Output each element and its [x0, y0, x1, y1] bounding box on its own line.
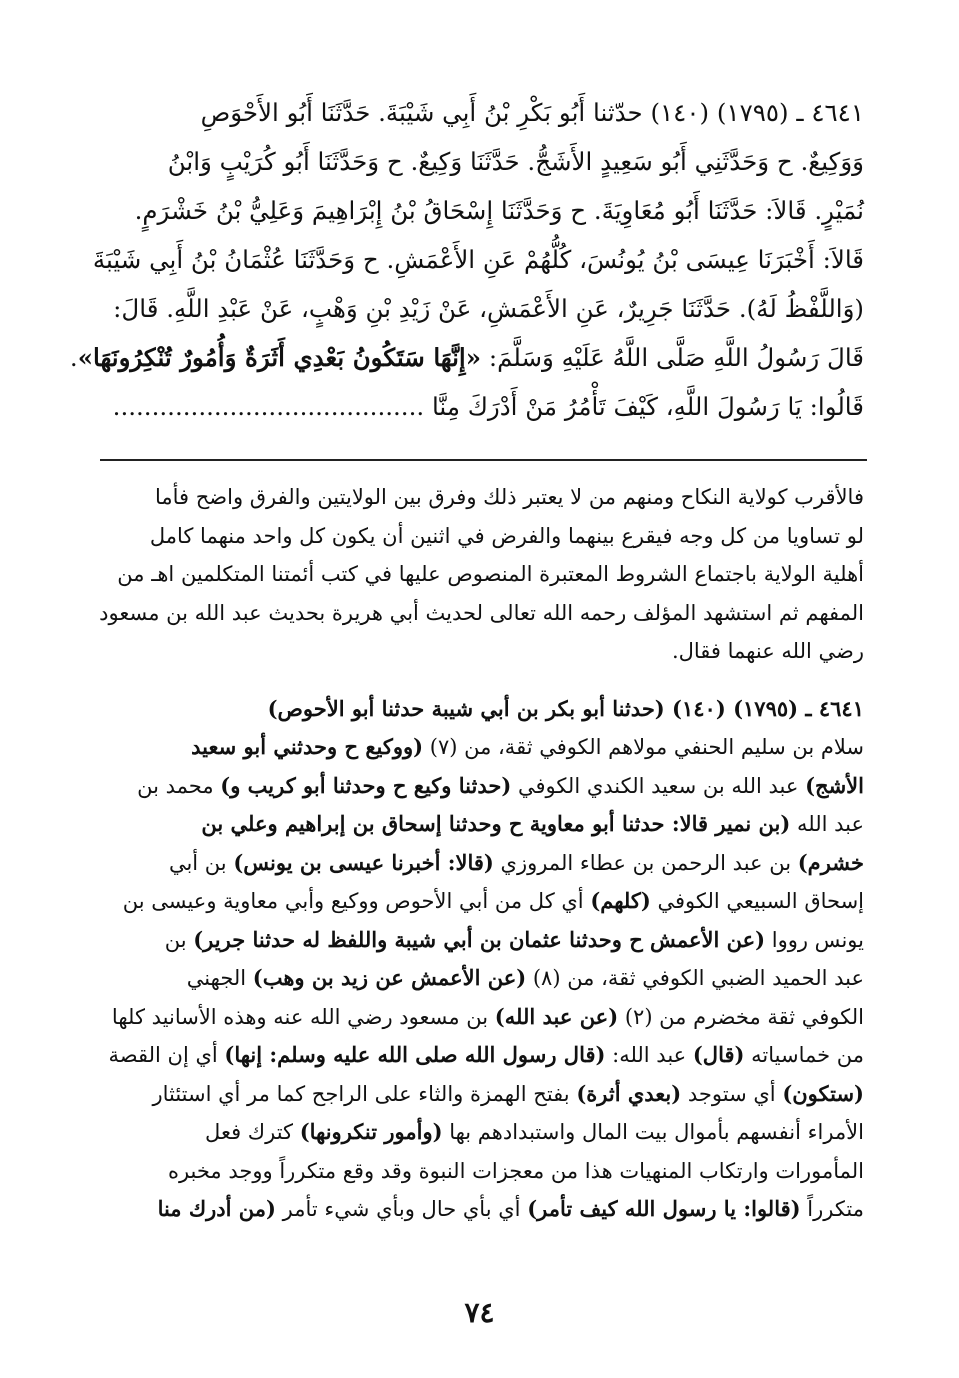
commentary-line: [100, 998, 864, 1037]
commentary-explanation: أي إن القصة: [108, 1043, 225, 1067]
commentary-line: [100, 882, 864, 921]
commentary-line: [100, 767, 864, 806]
commentary-explanation: محمد بن: [137, 773, 221, 798]
commentary-line: [100, 959, 864, 998]
commentary-quoted-text: (عن الأعمش عن زيد بن وهب): [252, 965, 527, 990]
commentary-explanation: عبد الله بن سعيد الكندي الكوفي: [511, 773, 806, 798]
commentary-line: [100, 690, 864, 729]
commentary-explanation: بفتح الهمزة والثاء على الراجح كما مر أي استئثار: [152, 1081, 577, 1106]
commentary-line: [100, 1036, 864, 1075]
commentary-explanation: بن مسعود رضي الله عنه وهذه الأسانيد كلها: [111, 1004, 495, 1029]
commentary-explanation: متكرراً: [800, 1197, 864, 1221]
commentary-explanation: عبد الله:: [605, 1043, 693, 1067]
commentary-explanation: بن عبد الرحمن بن عطاء المروزي: [493, 850, 798, 875]
commentary-quoted-text: (كلهم): [590, 888, 651, 913]
commentary-explanation: بن أبي: [168, 850, 234, 875]
commentary-line: [100, 1152, 864, 1191]
commentary-quoted-text: (بعدي أثرة): [576, 1080, 682, 1106]
commentary-line: فالأقرب كولاية النكاح ومنهم من لا يعتبر ذلك وفرق بين الولايتين والفرق واضح فأما: [154, 485, 864, 509]
hadith-line: ٤٦٤١ ـ (١٧٩٥) (١٤٠) حدّثنا أَبُو بَكْرِ بْنُ أَبِي شَيْبَةَ. حَدَّثَنَا أَبُو الأَحْوَصِ: [200, 98, 864, 127]
hadith-line: قَالاَ: أَخْبَرَنَا عِيسَى بْنُ يُونُسَ، كُلُّهُمْ عَنِ الأَعْمَشِ. ح وَحَدَّثَنَا عُثْمَانُ بْنُ أَبِي شَيْبَةَ: [92, 245, 864, 274]
commentary-explanation: عبد الله: [790, 812, 864, 836]
commentary-quoted-text: (ستكون): [782, 1080, 864, 1106]
commentary-quoted-text: (من أدرك منا: [157, 1196, 276, 1221]
commentary-line: رضي الله عنهما فقال.: [671, 639, 864, 663]
commentary-quoted-text: (قال رسول الله صلى الله عليه وسلم: إنها): [224, 1042, 606, 1067]
commentary-quoted-text: (قالوا: يا رسول الله كيف تأمر): [527, 1196, 801, 1221]
page-number: ٧٤: [464, 1296, 495, 1329]
commentary-quoted-text: (قال): [692, 1042, 745, 1067]
commentary-explanation: أي بأي حال وبأي شيء تأمر: [275, 1197, 528, 1221]
commentary-quoted-text: (بن نمير قالا: حدثنا أبو معاوية ح وحدثنا إسحاق بن إبراهيم وعلي بن: [201, 811, 791, 836]
commentary-explanation: الكوفي ثقة مخضرم من (٢): [618, 1004, 864, 1029]
hadith-text: [69, 88, 864, 431]
commentary-line: [100, 1113, 864, 1152]
commentary-line: [100, 844, 864, 883]
commentary-line: أهلية الولاية باجتماع الشروط المعتبرة المنصوص عليها في كتب أئمتنا المتكلمين اهـ من: [117, 562, 864, 586]
commentary-quoted-text: (قالا: أخبرنا عيسى بن يونس): [233, 849, 494, 875]
commentary-explanation: بن: [164, 927, 194, 952]
commentary-line: لو تساويا من كل وجه فيقرع بينهما والفرض في اثنين أن يكون كل واحد منهما كامل: [149, 523, 864, 548]
commentary-explanation: من خماسياته: [744, 1043, 864, 1067]
hadith-line: (وَاللَّفْظُ لَهُ). حَدَّثَنَا جَرِيرٌ، عَنِ الأَعْمَشِ، عَنْ زَيْدِ بْنِ وَهْبٍ، عَنْ عَبْدِ اللَّهِ. قَالَ:: [113, 294, 864, 323]
commentary-explanation: أي ستوجد: [681, 1081, 783, 1106]
commentary-quoted-text: الأشج): [805, 772, 864, 798]
commentary-quoted-text: ٤٦٤١ ـ (١٧٩٥) (١٤٠): [664, 695, 864, 721]
commentary-quoted-text: (ووكيع ح وحدثني أبو سعيد: [191, 734, 424, 759]
commentary-line: المفهم ثم استشهد المؤلف رحمه الله تعالى لحديث أبي هريرة بحديث عبد الله بن مسعود: [99, 600, 864, 625]
commentary-quoted-text: (عن الأعمش ح وحدثنا عثمان بن أبي شيبة واللفظ له حدثنا جرير): [193, 926, 766, 952]
commentary-text: [100, 478, 864, 1229]
commentary-explanation: إسحاق السبيعي الكوفي: [650, 889, 864, 913]
hadith-line: [69, 333, 864, 382]
commentary-explanation: الجهني: [186, 966, 253, 990]
commentary-main: [100, 690, 864, 1229]
commentary-explanation: المأمورات وارتكاب المنهيات هذا من معجزات النبوة وقد وقع متكرراً ووجد مخبره: [167, 1158, 864, 1183]
hadith-line: قَالُوا: يَا رَسُولَ اللَّهِ، كَيْفَ تَأْمُرُ مَنْ أَدْرَكَ مِنَّا ........................................: [112, 392, 864, 421]
commentary-explanation: سلام بن سليم الحنفي مولاهم الكوفي ثقة، من (٧): [423, 735, 864, 759]
commentary-explanation: عبد الحميد الضبي الكوفي ثقة، من (٨): [526, 966, 864, 990]
commentary-explanation: يونس رووا: [765, 927, 864, 952]
commentary-explanation: أي كل من أبي الأحوص ووكيع وأبي معاوية وعيسى بن: [122, 889, 591, 913]
commentary-quoted-text: (وأمور تنكرونها): [299, 1119, 443, 1144]
paragraph-gap: [100, 671, 864, 690]
commentary-line: [100, 921, 864, 960]
commentary-quoted-text: (عن عبد الله): [494, 1003, 619, 1029]
commentary-line: [100, 728, 864, 767]
commentary-quoted-text: (حدثنا أبو بكر بن أبي شيبة حدثنا أبو الأحوص): [267, 695, 665, 721]
hadith-period: .: [69, 343, 78, 372]
commentary-line: [100, 1190, 864, 1229]
footnote-divider: [100, 459, 867, 461]
commentary-line: [100, 805, 864, 844]
hadith-narration: قَالَ رَسُولُ اللَّهِ صَلَّى اللَّهُ عَلَيْهِ وَسَلَّمَ:: [481, 343, 864, 372]
hadith-line: نُمَيْرٍ. قَالاَ: حَدَّثَنَا أَبُو مُعَاوِيَةَ. ح وَحَدَّثَنَا إِسْحَاقُ بْنُ إِبْرَاهِيمَ وَعَلِيُّ بْنُ خَشْرَمٍ.: [134, 196, 864, 225]
commentary-quoted-text: خشرم): [797, 849, 864, 875]
commentary-quoted-text: (حدثنا وكيع ح وحدثنا أبو كريب و): [220, 772, 512, 798]
commentary-line: [100, 1075, 864, 1114]
hadith-prophetic-saying: «إِنَّهَا سَتَكُونُ بَعْدِي أَثَرَةٌ وَأُمُورٌ تُنْكِرُونَهَا»: [77, 343, 482, 372]
hadith-line: وَوَكِيعٌ. ح وَحَدَّثَنِي أَبُو سَعِيدٍ الأَشَجُّ. حَدَّثَنَا وَكِيعٌ. ح وَحَدَّثَنَا أَبُو كُرَيْبٍ وَابْنُ: [167, 147, 864, 176]
commentary-explanation: كترك فعل: [205, 1120, 300, 1144]
commentary-explanation: الأمراء أنفسهم بأموال بيت المال واستبدادهم بها: [442, 1120, 864, 1144]
